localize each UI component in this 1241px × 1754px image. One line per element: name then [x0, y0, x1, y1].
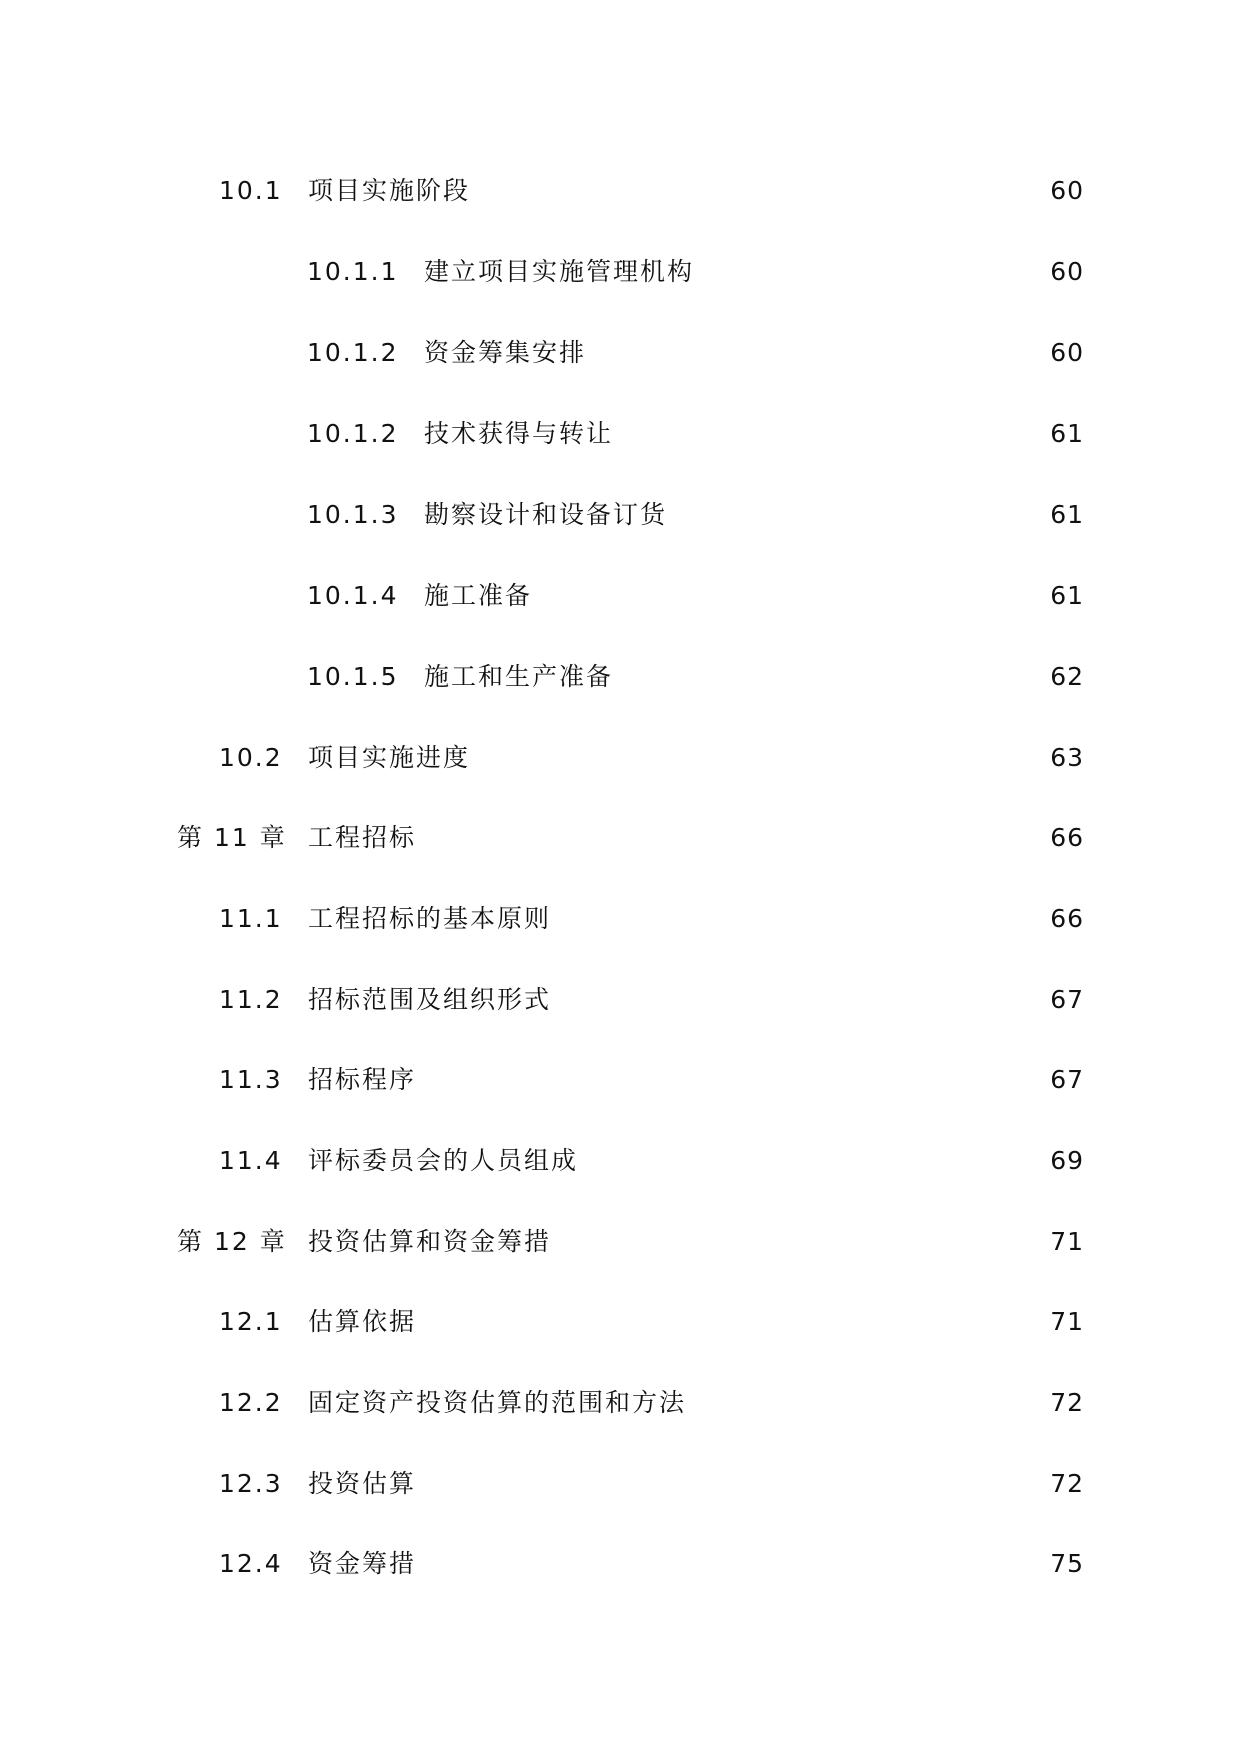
toc-entry-page: 60 [1050, 338, 1084, 367]
toc-entry-page: 72 [1050, 1388, 1084, 1417]
toc-entry[interactable] [307, 414, 1084, 454]
toc-entry-title: 评标委员会的人员组成 [308, 1146, 579, 1175]
toc-entry-number: 10.1.4 [307, 581, 399, 610]
dot-leader [561, 1222, 1046, 1262]
toc-entry[interactable] [219, 980, 1084, 1020]
toc-entry-page: 71 [1050, 1227, 1084, 1256]
toc-entry-number: 10.1.5 [307, 662, 399, 691]
toc-entry-page: 72 [1050, 1469, 1084, 1498]
dot-leader [426, 1544, 1046, 1584]
toc-entry-number: 11.4 [219, 1146, 283, 1175]
toc-entry-title: 项目实施进度 [308, 743, 471, 772]
toc-entry-page: 66 [1050, 904, 1084, 933]
toc-entry-number: 第 11 章 [177, 823, 287, 852]
toc-entry[interactable] [177, 818, 1084, 858]
toc-entry-title: 招标范围及组织形式 [308, 985, 552, 1014]
toc-entry[interactable] [307, 495, 1084, 535]
toc-entry-page: 61 [1050, 581, 1084, 610]
dot-leader [480, 171, 1046, 211]
dot-leader [596, 333, 1046, 373]
toc-entry-title: 项目实施阶段 [308, 176, 471, 205]
toc-entry[interactable] [219, 1544, 1084, 1584]
toc-entry-title: 投资估算和资金筹措 [308, 1227, 552, 1256]
toc-entry-number: 12.3 [219, 1469, 283, 1498]
toc-entry-page: 67 [1050, 985, 1084, 1014]
toc-entry[interactable] [219, 1060, 1084, 1100]
toc-entry-number: 10.1.2 [307, 419, 399, 448]
toc-entry-title: 招标程序 [308, 1065, 417, 1094]
dot-leader [426, 818, 1046, 858]
toc-entry-number: 10.1.3 [307, 500, 399, 529]
toc-entry-page: 60 [1050, 257, 1084, 286]
toc-entry[interactable] [219, 738, 1084, 778]
toc-entry-number: 11.1 [219, 904, 283, 933]
toc-entry-title: 固定资产投资估算的范围和方法 [308, 1388, 687, 1417]
toc-entry-title: 估算依据 [308, 1307, 417, 1336]
dot-leader [426, 1302, 1046, 1342]
toc-entry-title: 勘察设计和设备订货 [424, 500, 668, 529]
toc-entry-number: 11.2 [219, 985, 283, 1014]
dot-leader [542, 576, 1046, 616]
toc-entry[interactable] [307, 657, 1084, 697]
toc-entry-number: 10.1 [219, 176, 283, 205]
toc-entry-number: 12.1 [219, 1307, 283, 1336]
dot-leader [704, 252, 1046, 292]
toc-entry-page: 75 [1050, 1549, 1084, 1578]
toc-entry-page: 67 [1050, 1065, 1084, 1094]
toc-entry[interactable] [307, 333, 1084, 373]
toc-entry-page: 61 [1050, 419, 1084, 448]
toc-entry[interactable] [219, 1141, 1084, 1181]
toc-entry-page: 60 [1050, 176, 1084, 205]
toc-entry-number: 11.3 [219, 1065, 283, 1094]
toc-entry-title: 施工准备 [424, 581, 533, 610]
toc-entry-page: 66 [1050, 823, 1084, 852]
toc-entry-title: 工程招标 [308, 823, 417, 852]
toc-entry[interactable] [219, 899, 1084, 939]
toc-entry[interactable] [219, 1464, 1084, 1504]
dot-leader [623, 657, 1046, 697]
dot-leader [588, 1141, 1046, 1181]
toc-entry-number: 10.1.1 [307, 257, 399, 286]
toc-entry-title: 资金筹措 [308, 1549, 417, 1578]
toc-entry-page: 61 [1050, 500, 1084, 529]
toc-entry-title: 投资估算 [308, 1469, 417, 1498]
toc-entry-number: 10.1.2 [307, 338, 399, 367]
toc-entry[interactable] [307, 576, 1084, 616]
toc-entry-title: 施工和生产准备 [424, 662, 614, 691]
toc-entry-page: 71 [1050, 1307, 1084, 1336]
dot-leader [696, 1383, 1046, 1423]
toc-entry-number: 第 12 章 [177, 1227, 287, 1256]
toc-entry-page: 63 [1050, 743, 1084, 772]
toc-entry-title: 建立项目实施管理机构 [424, 257, 695, 286]
toc-entry-number: 12.2 [219, 1388, 283, 1417]
toc-entry-title: 技术获得与转让 [424, 419, 614, 448]
dot-leader [623, 414, 1046, 454]
toc-entry[interactable] [177, 1222, 1084, 1262]
dot-leader [426, 1464, 1046, 1504]
toc-entry-number: 10.2 [219, 743, 283, 772]
dot-leader [561, 980, 1046, 1020]
dot-leader [561, 899, 1046, 939]
dot-leader [677, 495, 1046, 535]
toc-entry[interactable] [307, 252, 1084, 292]
toc-entry-number: 12.4 [219, 1549, 283, 1578]
dot-leader [426, 1060, 1046, 1100]
toc-entry-page: 62 [1050, 662, 1084, 691]
toc-entry-title: 资金筹集安排 [424, 338, 587, 367]
dot-leader [480, 738, 1046, 778]
toc-entry-page: 69 [1050, 1146, 1084, 1175]
toc-entry-title: 工程招标的基本原则 [308, 904, 552, 933]
toc-entry[interactable] [219, 1302, 1084, 1342]
toc-entry[interactable] [219, 171, 1084, 211]
toc-entry[interactable] [219, 1383, 1084, 1423]
